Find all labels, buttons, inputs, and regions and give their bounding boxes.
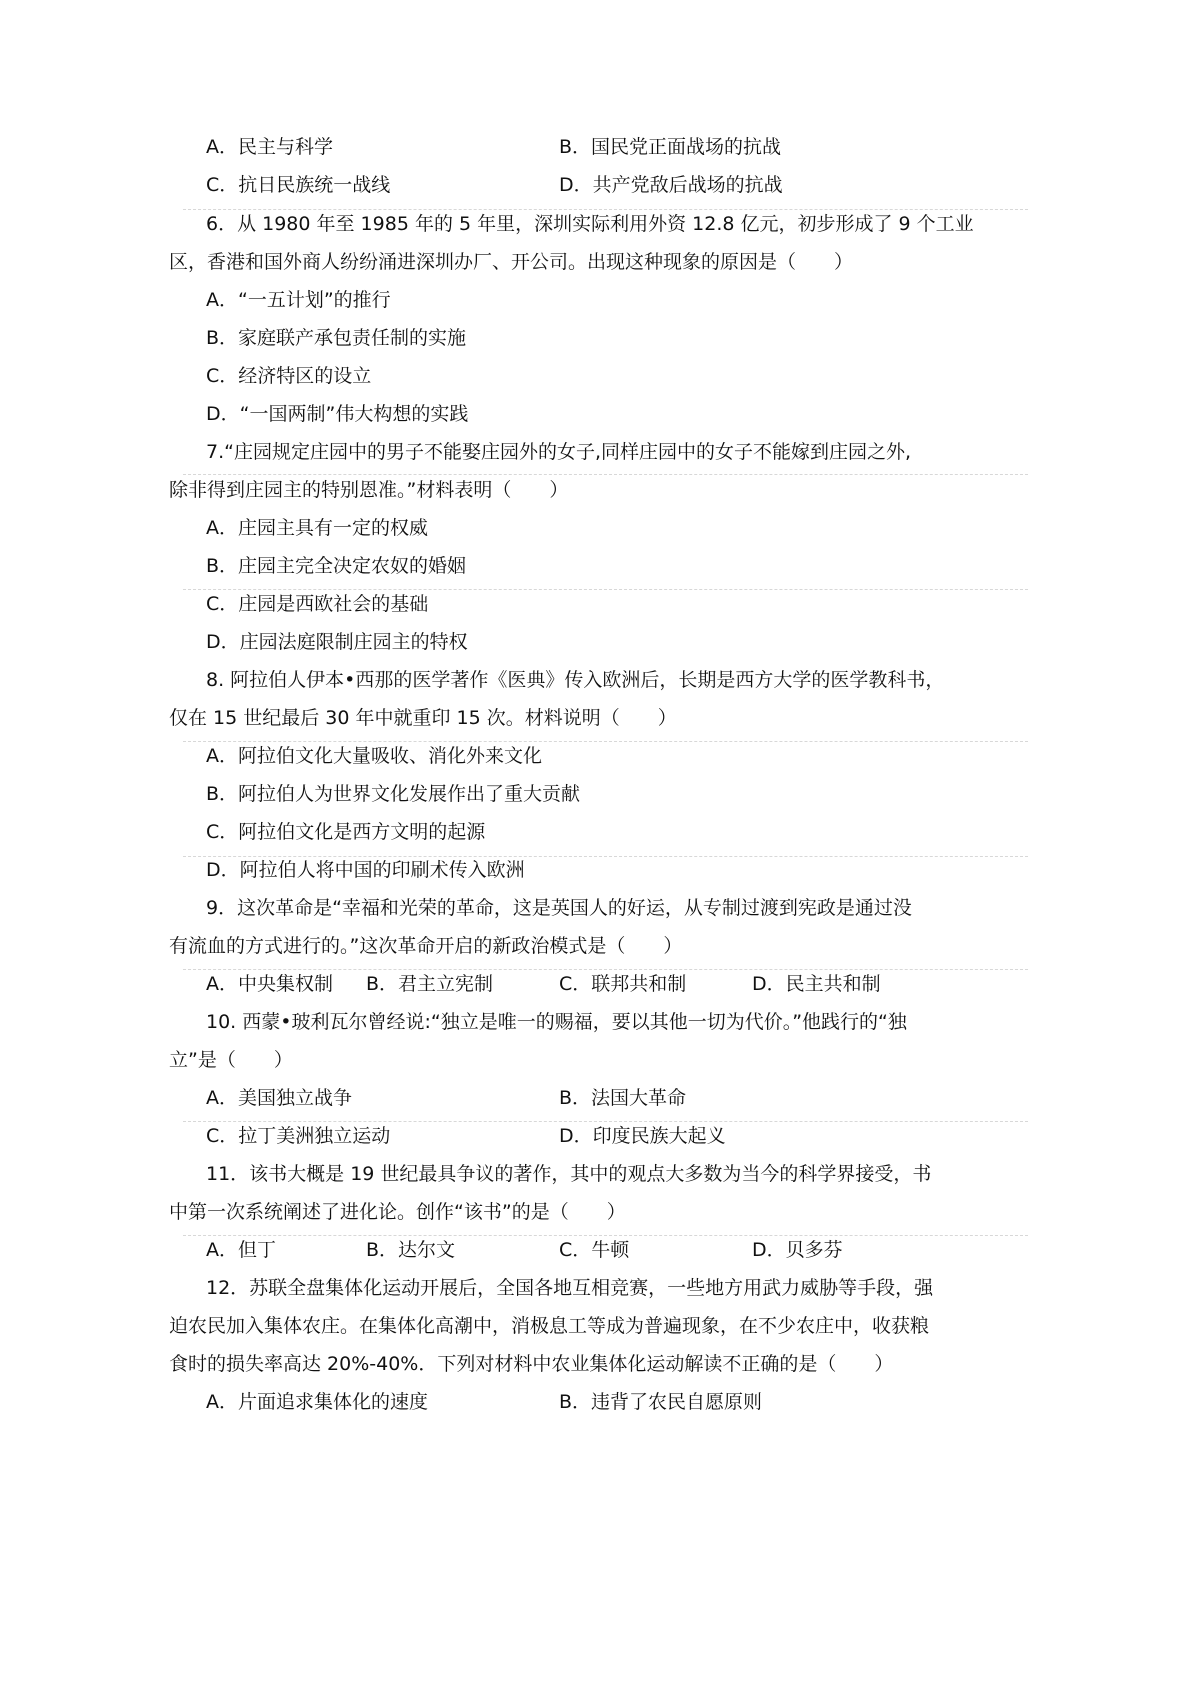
q11-stem-line-1: 11．该书大概是 19 世纪最具争议的著作，其中的观点大多数为当今的科学界接受，书 xyxy=(206,1163,932,1185)
q12-stem-line-1: 12．苏联全盘集体化运动开展后，全国各地互相竞赛，一些地方用武力威胁等手段，强 xyxy=(206,1277,934,1299)
q10-option-d: D．印度民族大起义 xyxy=(559,1125,726,1147)
q12-option-b: B．违背了农民自愿原则 xyxy=(559,1391,763,1413)
q6-option-c: C．经济特区的设立 xyxy=(206,365,372,387)
q12-stem-line-2: 迫农民加入集体农庄。在集体化高潮中，消极息工等成为普遍现象，在不少农庄中，收获粮 xyxy=(169,1315,930,1337)
q10-option-a: A．美国独立战争 xyxy=(206,1087,352,1109)
q6-option-d: D．“一国两制”伟大构想的实践 xyxy=(206,403,469,425)
q10-stem-line-2: 立”是（ ） xyxy=(169,1049,293,1071)
q8-option-b: B．阿拉伯人为世界文化发展作出了重大贡献 xyxy=(206,783,581,805)
q9-stem-line-2: 有流血的方式进行的。”这次革命开启的新政治模式是（ ） xyxy=(169,935,683,957)
q6-option-a: A．“一五计划”的推行 xyxy=(206,289,391,311)
q6-stem-line-1: 6．从 1980 年至 1985 年的 5 年里，深圳实际利用外资 12.8 亿元，初步形成了 9 个工业 xyxy=(206,213,974,235)
divider xyxy=(183,589,1028,590)
q8-option-a: A．阿拉伯文化大量吸收、消化外来文化 xyxy=(206,745,542,767)
q11-stem-line-2: 中第一次系统阐述了进化论。创作“该书”的是（ ） xyxy=(169,1201,626,1223)
q9-option-c: C．联邦共和制 xyxy=(559,973,687,995)
q7-option-c: C．庄园是西欧社会的基础 xyxy=(206,593,429,615)
divider xyxy=(183,969,1028,970)
q9-stem-line-1: 9．这次革命是“幸福和光荣的革命，这是英国人的好运，从专制过渡到宪政是通过没 xyxy=(206,897,912,919)
q7-stem-line-2: 除非得到庄园主的特别恩准。”材料表明（ ） xyxy=(169,479,569,501)
q7-option-a: A．庄园主具有一定的权威 xyxy=(206,517,428,539)
q11-option-a: A．但丁 xyxy=(206,1239,276,1261)
q7-option-d: D．庄园法庭限制庄园主的特权 xyxy=(206,631,468,653)
q5-option-b: B．国民党正面战场的抗战 xyxy=(559,136,782,158)
divider xyxy=(183,209,1028,210)
q10-stem-line-1: 10. 西蒙•玻利瓦尔曾经说:“独立是唯一的赐福，要以其他一切为代价。”他践行的“独 xyxy=(206,1011,907,1033)
q11-option-c: C．牛顿 xyxy=(559,1239,630,1261)
q12-stem-line-3: 食时的损失率高达 20%-40%．下列对材料中农业集体化运动解读不正确的是（ ） xyxy=(169,1353,894,1375)
q5-option-c: C．抗日民族统一战线 xyxy=(206,174,391,196)
q7-option-b: B．庄园主完全决定农奴的婚姻 xyxy=(206,555,467,577)
divider xyxy=(183,1235,1028,1236)
q9-option-b: B．君主立宪制 xyxy=(366,973,494,995)
q7-stem-line-1: 7.“庄园规定庄园中的男子不能娶庄园外的女子,同样庄园中的女子不能嫁到庄园之外, xyxy=(206,441,912,463)
q12-option-a: A．片面追求集体化的速度 xyxy=(206,1391,428,1413)
q9-option-a: A．中央集权制 xyxy=(206,973,333,995)
q9-option-d: D．民主共和制 xyxy=(752,973,881,995)
q5-option-a: A．民主与科学 xyxy=(206,136,333,158)
q6-stem-line-2: 区，香港和国外商人纷纷涌进深圳办厂、开公司。出现这种现象的原因是（ ） xyxy=(169,251,854,273)
divider xyxy=(183,741,1028,742)
q10-option-c: C．拉丁美洲独立运动 xyxy=(206,1125,391,1147)
q11-option-b: B．达尔文 xyxy=(366,1239,456,1261)
q8-option-c: C．阿拉伯文化是西方文明的起源 xyxy=(206,821,486,843)
q10-option-b: B．法国大革命 xyxy=(559,1087,687,1109)
divider xyxy=(183,474,1028,475)
q5-option-d: D．共产党敌后战场的抗战 xyxy=(559,174,783,196)
q8-option-d: D．阿拉伯人将中国的印刷术传入欧洲 xyxy=(206,859,525,881)
q8-stem-line-2: 仅在 15 世纪最后 30 年中就重印 15 次。材料说明（ ） xyxy=(169,707,677,729)
q8-stem-line-1: 8. 阿拉伯人伊本•西那的医学著作《医典》传入欧洲后，长期是西方大学的医学教科书， xyxy=(206,669,945,691)
q11-option-d: D．贝多芬 xyxy=(752,1239,843,1261)
divider xyxy=(183,1121,1028,1122)
q6-option-b: B．家庭联产承包责任制的实施 xyxy=(206,327,467,349)
